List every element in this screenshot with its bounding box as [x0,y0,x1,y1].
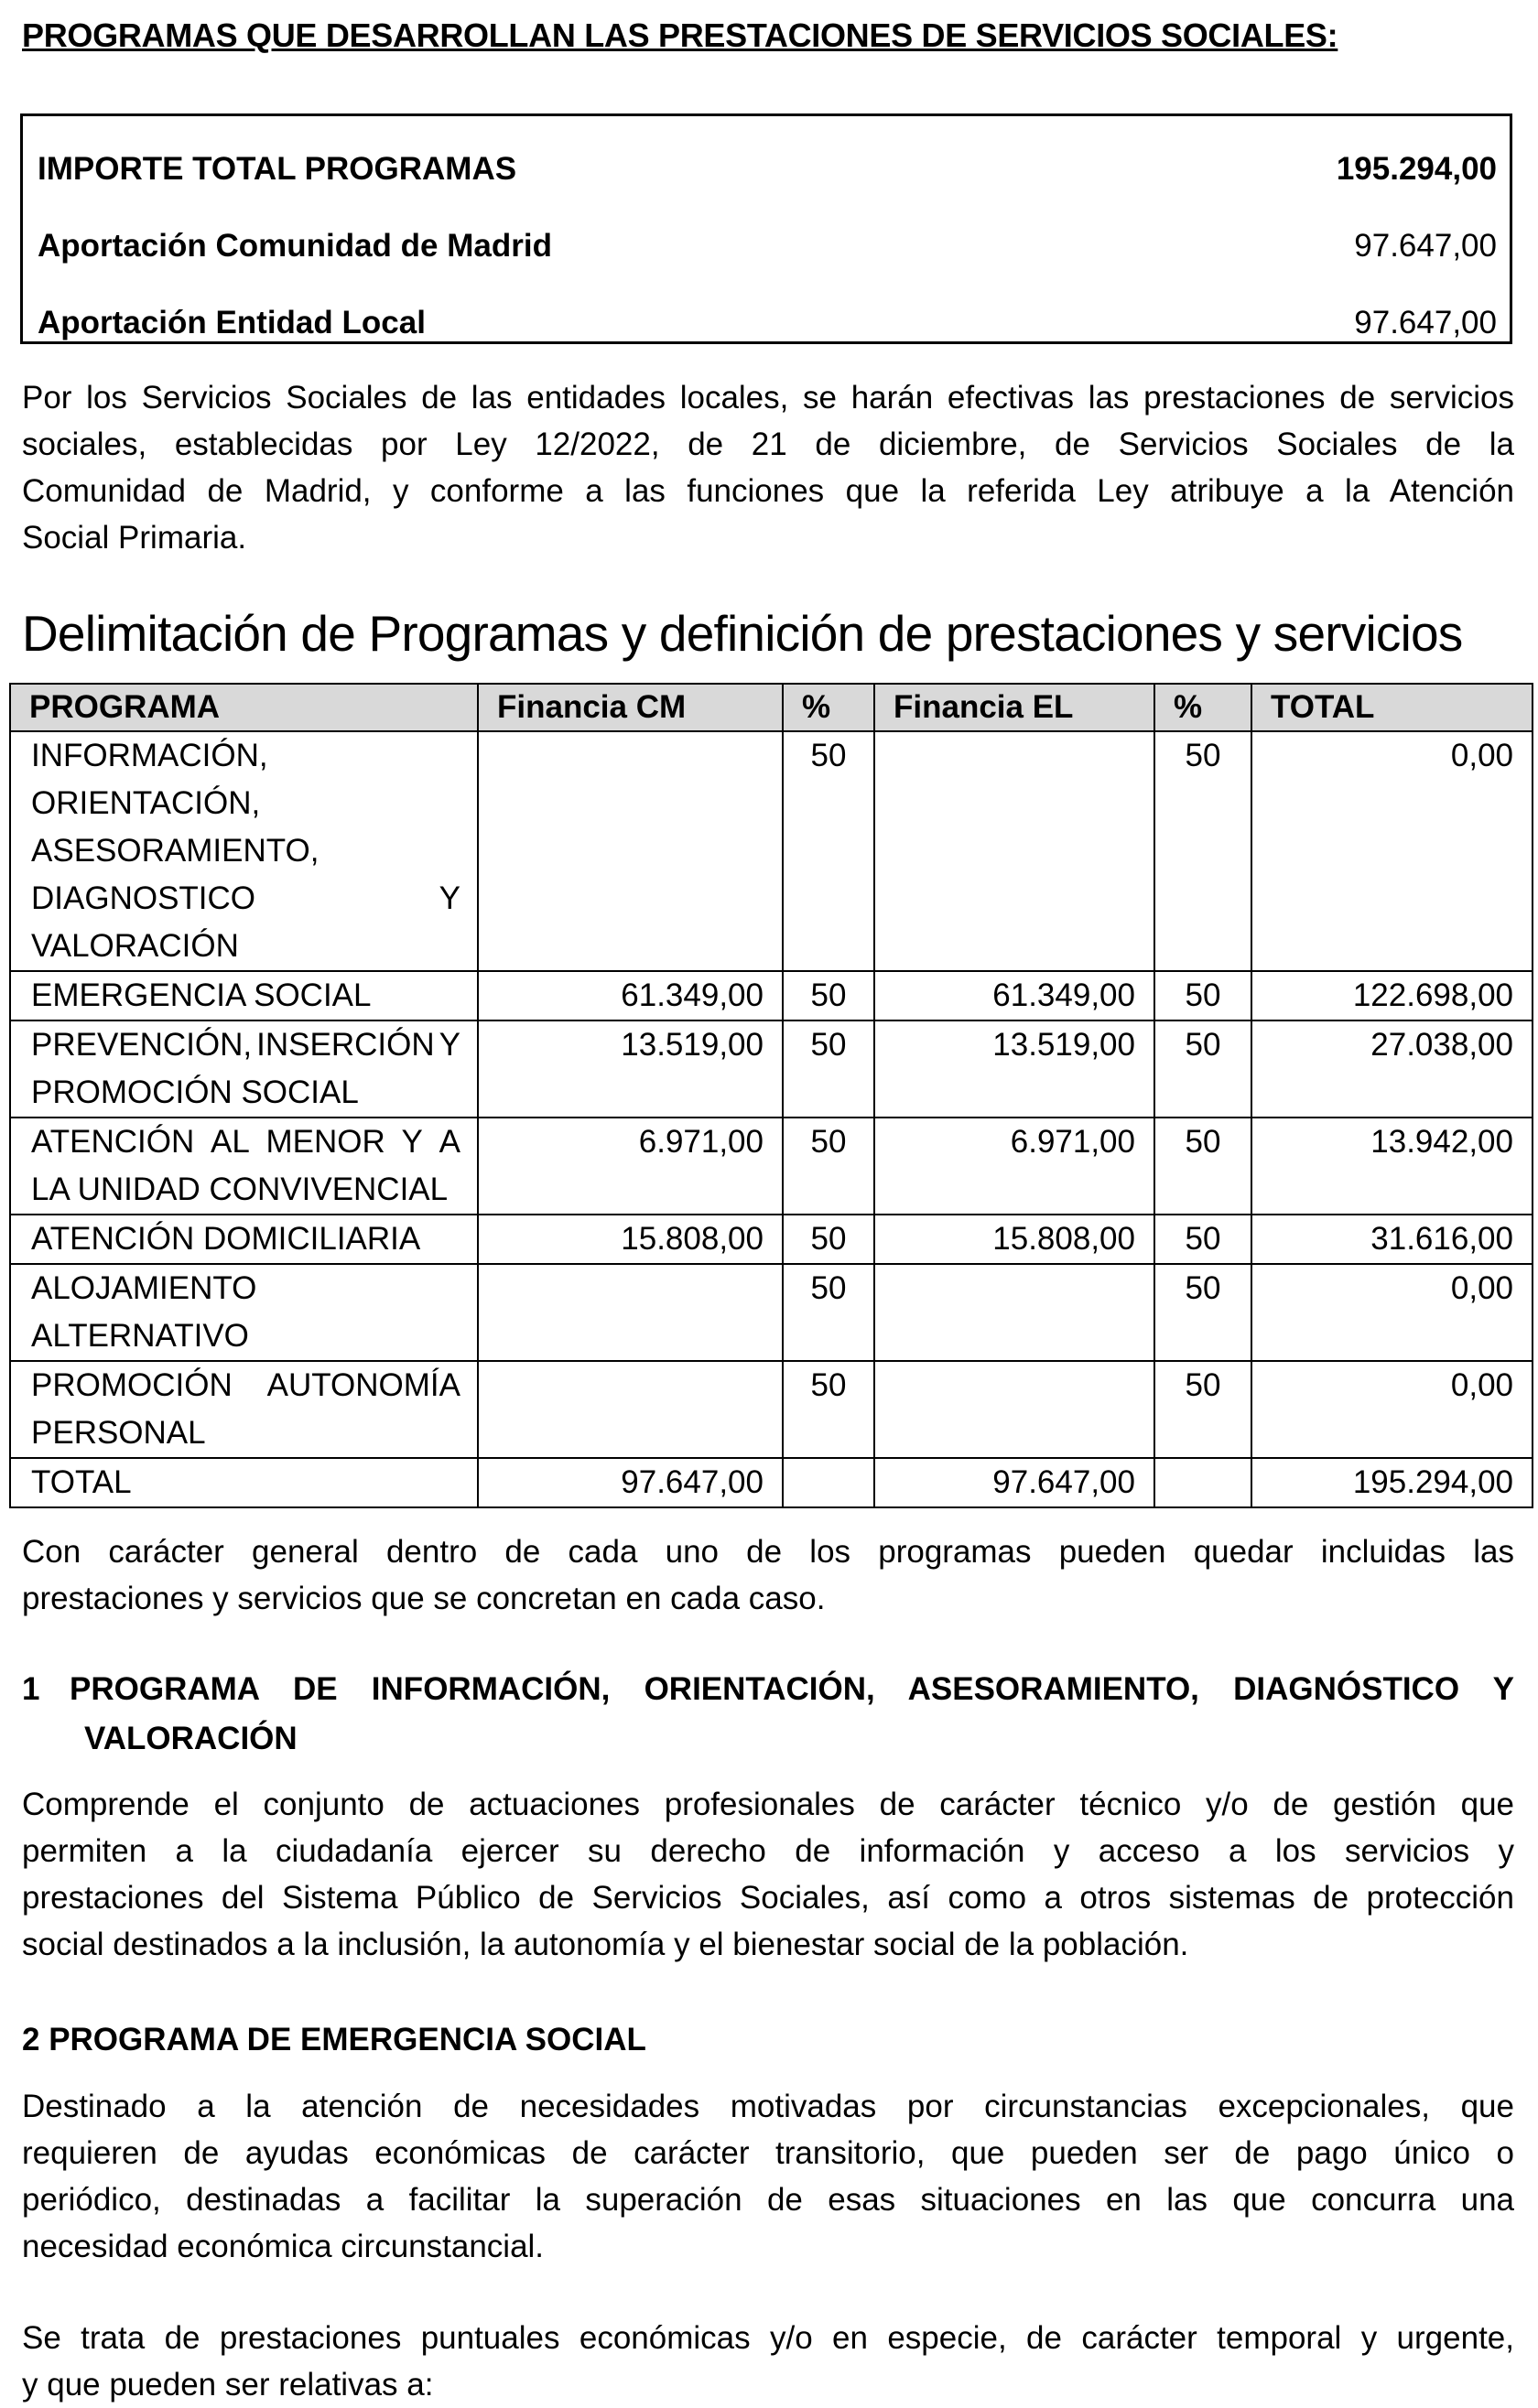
cell-pct-cm: 50 [783,971,874,1020]
column-header: PROGRAMA [10,684,478,731]
programa-line: PROMOCIÓN SOCIAL [31,1074,359,1110]
cell-financia-cm: 6.971,00 [478,1118,783,1215]
program-2-paragraph-2 [22,2315,1514,2408]
text-line: sociales, establecidas por Ley 12/2022, de 21 de diciembre, de Servicios Sociales de la [22,427,1514,462]
column-header: % [1154,684,1251,731]
cell-programa [10,1118,478,1215]
programa-line: ALTERNATIVO [31,1318,249,1354]
table-row [10,1361,1533,1458]
text-line: requieren de ayudas económicas de carácter transitorio, que pueden ser de pago único o [22,2135,1514,2171]
text-line: Comprende el conjunto de actuaciones profesionales de carácter técnico y/o de gestión que [22,1787,1514,1822]
column-header: Financia CM [478,684,783,731]
cell-programa [10,1361,478,1458]
section-title: Delimitación de Programas y definición de prestaciones y servicios [22,605,1463,662]
table-row [10,731,1533,971]
cell-programa: ATENCIÓN DOMICILIARIA [10,1215,478,1264]
cell-total: 0,00 [1251,731,1533,971]
cell-pct-el: 50 [1154,1020,1251,1118]
cell-financia-el [874,1361,1154,1458]
cell-financia-el: 97.647,00 [874,1458,1154,1507]
summary-row-total [38,146,1497,192]
programs-table [9,683,1533,1508]
intro-paragraph [22,374,1514,561]
table-row [10,971,1533,1020]
cell-pct-cm: 50 [783,1020,874,1118]
text-line: necesidad económica circunstancial. [22,2229,545,2264]
cell-financia-cm: 61.349,00 [478,971,783,1020]
programa-line: PREVENCIÓN, INSERCIÓN Y [31,1027,460,1063]
cell-total: 13.942,00 [1251,1118,1533,1215]
summary-value: 97.647,00 [1354,228,1497,264]
cell-pct-el: 50 [1154,971,1251,1020]
text-line: Destinado a la atención de necesidades motivadas por circunstancias excepcionales, que [22,2089,1514,2124]
cell-pct-el: 50 [1154,1361,1251,1458]
cell-programa: TOTAL [10,1458,478,1507]
table-row [10,1215,1533,1264]
programa-line: ORIENTACIÓN, [31,785,261,821]
cell-pct-el: 50 [1154,1264,1251,1361]
programa-line: ATENCIÓN AL MENOR Y A [31,1124,460,1160]
cell-pct-cm: 50 [783,1118,874,1215]
summary-row-cm [38,223,1497,269]
program-1-heading [22,1665,1514,1764]
cell-programa [10,731,478,971]
table-row [10,1264,1533,1361]
program-1-paragraph [22,1781,1514,1968]
cell-pct-cm: 50 [783,1361,874,1458]
cell-total: 31.616,00 [1251,1215,1533,1264]
cell-pct-cm: 50 [783,731,874,971]
column-header: % [783,684,874,731]
cell-programa [10,1264,478,1361]
general-paragraph [22,1528,1514,1622]
table-row [10,1020,1533,1118]
summary-label: Aportación Entidad Local [38,305,426,340]
text-line: y que pueden ser relativas a: [22,2367,434,2403]
cell-financia-el [874,731,1154,971]
cell-pct-cm: 50 [783,1264,874,1361]
table-header-row [10,684,1533,731]
cell-pct-el: 50 [1154,731,1251,971]
cell-financia-cm [478,1361,783,1458]
cell-pct-el [1154,1458,1251,1507]
cell-financia-cm: 15.808,00 [478,1215,783,1264]
cell-financia-el: 6.971,00 [874,1118,1154,1215]
cell-total: 0,00 [1251,1361,1533,1458]
column-header: TOTAL [1251,684,1533,731]
cell-financia-cm [478,1264,783,1361]
cell-programa [10,1020,478,1118]
program-number: 1 [22,1671,40,1707]
text-line: social destinados a la inclusión, la autonomía y el bienestar social de la población. [22,1927,1189,1962]
cell-total: 195.294,00 [1251,1458,1533,1507]
cell-financia-el: 13.519,00 [874,1020,1154,1118]
text-line: Social Primaria. [22,520,247,556]
table-total-row [10,1458,1533,1507]
programa-line: PERSONAL [31,1415,206,1451]
cell-financia-cm: 13.519,00 [478,1020,783,1118]
text-line: Comunidad de Madrid, y conforme a las funciones que la referida Ley atribuye a la Atención [22,473,1514,509]
cell-financia-cm: 97.647,00 [478,1458,783,1507]
text-line: Se trata de prestaciones puntuales económicas y/o en especie, de carácter temporal y urgente, [22,2320,1514,2356]
text-line: prestaciones y servicios que se concretan en cada caso. [22,1581,826,1616]
programa-line: PROMOCIÓN AUTONOMÍA [31,1367,460,1403]
programa-line: ALOJAMIENTO [31,1270,257,1306]
cell-financia-el [874,1264,1154,1361]
programa-line: INFORMACIÓN, [31,738,268,773]
column-header: Financia EL [874,684,1154,731]
cell-pct-el: 50 [1154,1118,1251,1215]
text-line: prestaciones del Sistema Público de Servicios Sociales, así como a otros sistemas de protección [22,1880,1514,1916]
program-2-paragraph [22,2083,1514,2270]
summary-label: IMPORTE TOTAL PROGRAMAS [38,151,517,187]
summary-value: 195.294,00 [1336,151,1497,187]
program-2-heading: 2 PROGRAMA DE EMERGENCIA SOCIAL [22,2022,646,2057]
cell-pct-el: 50 [1154,1215,1251,1264]
cell-total: 122.698,00 [1251,971,1533,1020]
programa-line: DIAGNOSTICO Y [31,880,460,916]
program-1-heading-line [22,1665,1514,1714]
summary-row-el [38,300,1497,346]
cell-total: 0,00 [1251,1264,1533,1361]
program-title: PROGRAMA DE INFORMACIÓN, ORIENTACIÓN, ASESORAMIENTO, DIAGNÓSTICO Y [70,1671,1514,1707]
text-line: Por los Servicios Sociales de las entidades locales, se harán efectivas las prestaciones de servicios [22,380,1514,416]
programa-line: ASESORAMIENTO, [31,833,320,869]
cell-pct-cm [783,1458,874,1507]
cell-financia-el: 15.808,00 [874,1215,1154,1264]
cell-financia-cm [478,731,783,971]
cell-programa: EMERGENCIA SOCIAL [10,971,478,1020]
page-heading: PROGRAMAS QUE DESARROLLAN LAS PRESTACIONES DE SERVICIOS SOCIALES: [22,16,1338,54]
summary-value: 97.647,00 [1354,305,1497,340]
cell-pct-cm: 50 [783,1215,874,1264]
cell-financia-el: 61.349,00 [874,971,1154,1020]
summary-box [20,113,1512,344]
table-row [10,1118,1533,1215]
text-line: Con carácter general dentro de cada uno de los programas pueden quedar incluidas las [22,1534,1514,1570]
cell-total: 27.038,00 [1251,1020,1533,1118]
programa-line: VALORACIÓN [31,928,239,964]
text-line: permiten a la ciudadanía ejercer su derecho de información y acceso a los servicios y [22,1833,1514,1869]
summary-label: Aportación Comunidad de Madrid [38,228,552,264]
program-title-cont: VALORACIÓN [84,1721,298,1756]
programa-line: LA UNIDAD CONVIVENCIAL [31,1172,449,1207]
text-line: periódico, destinadas a facilitar la superación de esas situaciones en las que concurra una [22,2182,1514,2218]
